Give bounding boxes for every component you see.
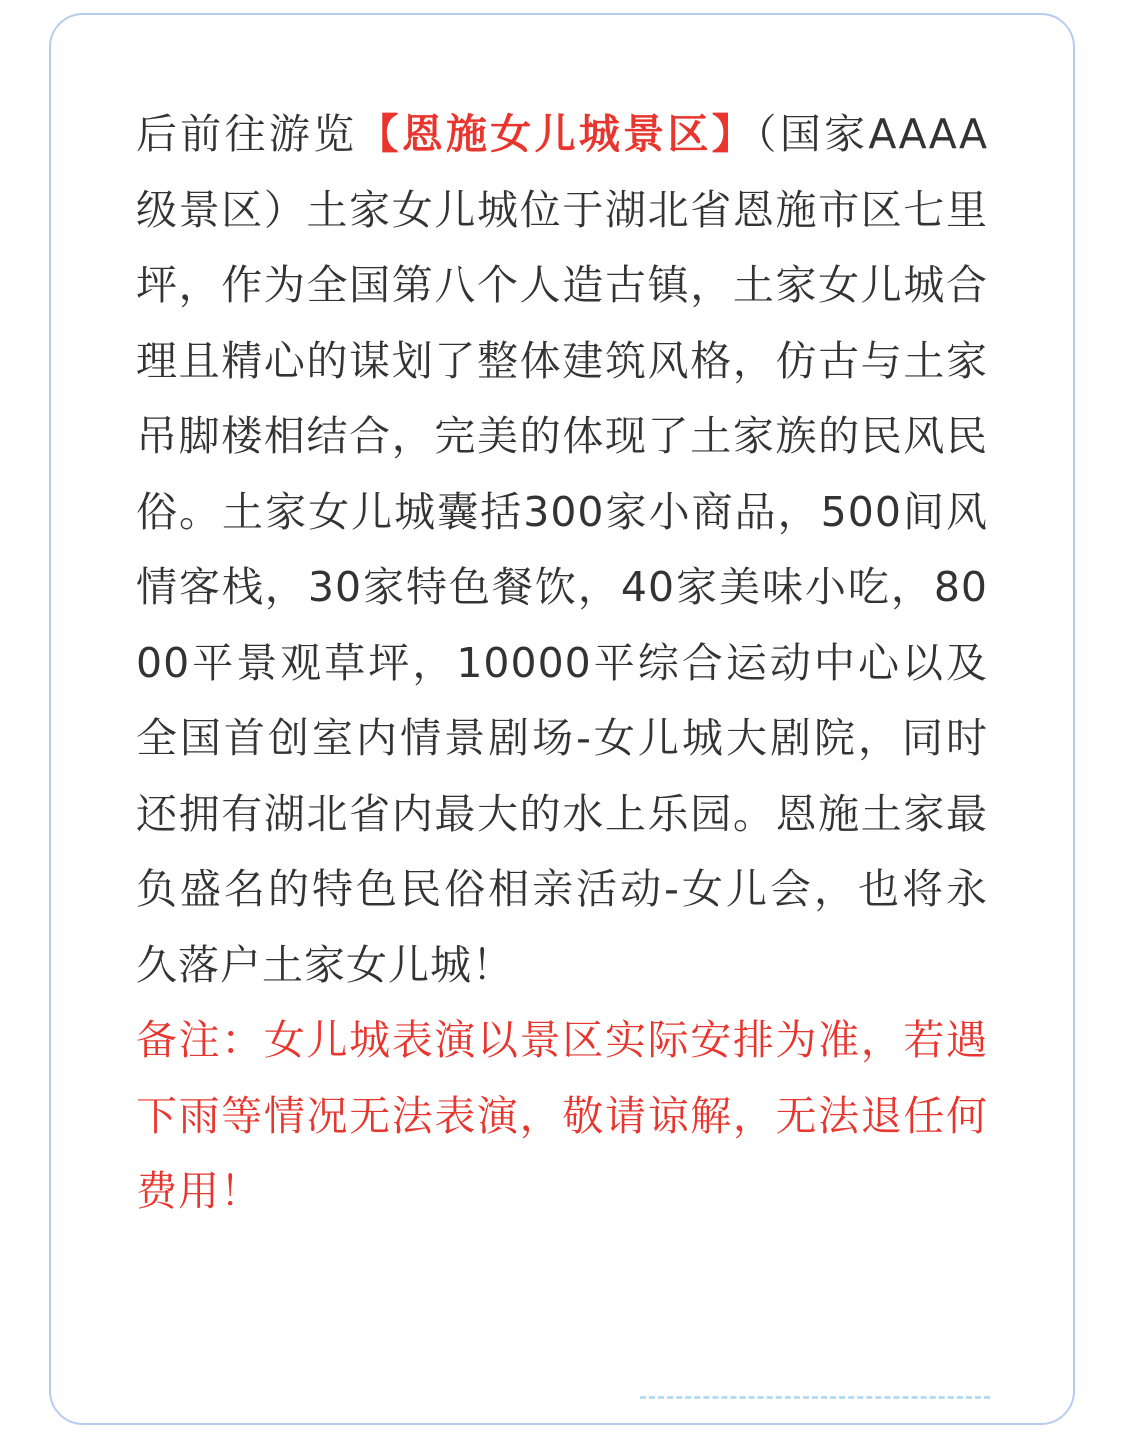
note-text: 备注：女儿城表演以景区实际安排为准，若遇下雨等情况无法表演，敬请谅解，无法退任何费用！ <box>136 1016 988 1215</box>
intro-paragraph <box>136 97 988 1003</box>
dashed-divider <box>640 1396 990 1399</box>
article-text <box>136 97 988 1230</box>
intro-body: （国家AAAA级景区）土家女儿城位于湖北省恩施市区七里坪，作为全国第八个人造古镇，土家女儿城合理且精心的谋划了整体建筑风格，仿古与土家吊脚楼相结合，完美的体现了土家族的民风民俗。土家女儿城囊括300家小商品，500间风情客栈，30家特色餐饮，40家美味小吃，8000平景观草坪，10000平综合运动中心以及全国首创室内情景剧场-女儿城大剧院，同时还拥有湖北省内最大的水上乐园。恩施土家最负盛名的特色民俗相亲活动-女儿会，也将永久落户土家女儿城！ <box>136 110 989 989</box>
intro-prefix: 后前往游览 <box>136 110 358 158</box>
scenic-spot-title: 【恩施女儿城景区】 <box>357 110 757 158</box>
